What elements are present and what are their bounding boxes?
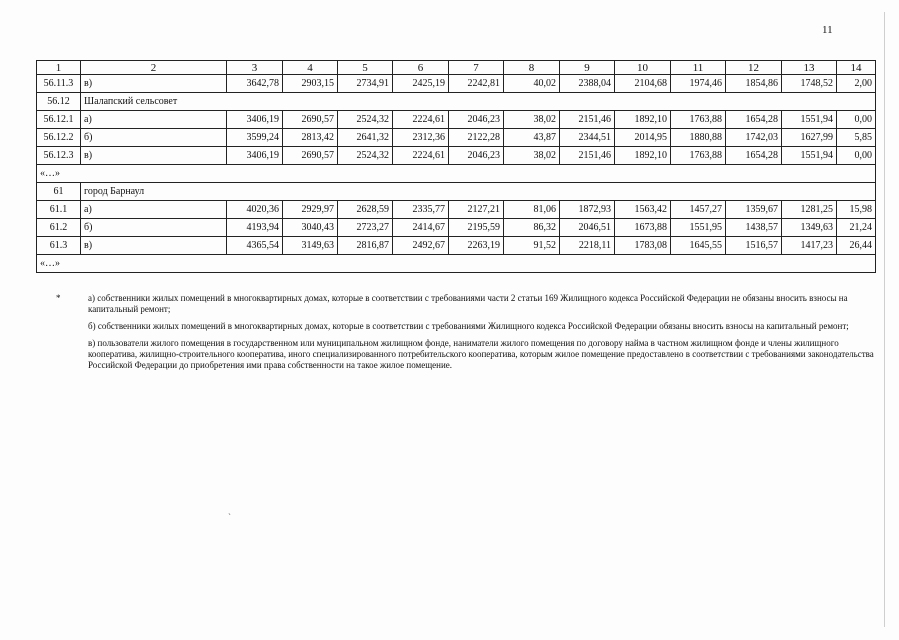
row-code: 61.2 xyxy=(37,219,81,237)
value-cell: 3040,43 xyxy=(283,219,338,237)
tariff-table xyxy=(36,60,876,273)
ellipsis: «…» xyxy=(37,165,876,183)
value-cell: 2,00 xyxy=(837,75,876,93)
table-row xyxy=(37,75,876,93)
section-title: город Барнаул xyxy=(81,183,876,201)
value-cell: 26,44 xyxy=(837,237,876,255)
value-cell: 1763,88 xyxy=(671,147,726,165)
column-header: 4 xyxy=(283,61,338,75)
section-title: Шалапский сельсовет xyxy=(81,93,876,111)
value-cell: 81,06 xyxy=(504,201,560,219)
value-cell: 1783,08 xyxy=(615,237,671,255)
value-cell: 1627,99 xyxy=(782,129,837,147)
value-cell: 38,02 xyxy=(504,147,560,165)
value-cell: 2492,67 xyxy=(393,237,449,255)
value-cell: 2723,27 xyxy=(338,219,393,237)
value-cell: 1742,03 xyxy=(726,129,782,147)
value-cell: 2690,57 xyxy=(283,111,338,129)
value-cell: 2151,46 xyxy=(560,147,615,165)
value-cell: 1854,86 xyxy=(726,75,782,93)
value-cell: 1974,46 xyxy=(671,75,726,93)
column-header: 1 xyxy=(37,61,81,75)
value-cell: 2734,91 xyxy=(338,75,393,93)
value-cell: 1645,55 xyxy=(671,237,726,255)
row-code: 56.12.3 xyxy=(37,147,81,165)
row-category: а) xyxy=(81,111,227,129)
value-cell: 1872,93 xyxy=(560,201,615,219)
row-code: 61.1 xyxy=(37,201,81,219)
value-cell: 3642,78 xyxy=(227,75,283,93)
value-cell: 1763,88 xyxy=(671,111,726,129)
footnote-a: а) собственники жилых помещений в многоквартирных домах, которые в соответствии с требованиями части 2 статьи 169 Жилищного кодекса Российской Федерации не обязаны вносить взносы на капитальный ремонт; xyxy=(88,293,848,314)
column-header: 10 xyxy=(615,61,671,75)
value-cell: 2335,77 xyxy=(393,201,449,219)
value-cell: 1654,28 xyxy=(726,111,782,129)
value-cell: 2263,19 xyxy=(449,237,504,255)
value-cell: 2127,21 xyxy=(449,201,504,219)
value-cell: 1673,88 xyxy=(615,219,671,237)
value-cell: 43,87 xyxy=(504,129,560,147)
value-cell: 2690,57 xyxy=(283,147,338,165)
table-row xyxy=(37,111,876,129)
section-code: 56.12 xyxy=(37,93,81,111)
value-cell: 0,00 xyxy=(837,147,876,165)
column-header: 6 xyxy=(393,61,449,75)
row-code: 56.11.3 xyxy=(37,75,81,93)
table-row xyxy=(37,237,876,255)
row-code: 61.3 xyxy=(37,237,81,255)
value-cell: 3406,19 xyxy=(227,147,283,165)
row-category: в) xyxy=(81,237,227,255)
value-cell: 40,02 xyxy=(504,75,560,93)
value-cell: 2524,32 xyxy=(338,111,393,129)
scan-edge-line xyxy=(884,12,885,627)
value-cell: 2903,15 xyxy=(283,75,338,93)
ellipsis: «…» xyxy=(37,255,876,273)
value-cell: 2218,11 xyxy=(560,237,615,255)
value-cell: 15,98 xyxy=(837,201,876,219)
footnote-b: б) собственники жилых помещений в многоквартирных домах, которые в соответствии с требованиями Жилищного кодекса Российской Федерации обязаны вносить взносы на капитальный ремонт; xyxy=(88,321,849,331)
value-cell: 1892,10 xyxy=(615,147,671,165)
value-cell: 2014,95 xyxy=(615,129,671,147)
table-row xyxy=(37,219,876,237)
ellipsis-row xyxy=(37,255,876,273)
column-header: 11 xyxy=(671,61,726,75)
value-cell: 4020,36 xyxy=(227,201,283,219)
stray-mark: ` xyxy=(228,512,231,522)
column-header: 3 xyxy=(227,61,283,75)
value-cell: 1551,94 xyxy=(782,147,837,165)
value-cell: 4365,54 xyxy=(227,237,283,255)
value-cell: 3406,19 xyxy=(227,111,283,129)
column-header: 2 xyxy=(81,61,227,75)
table-row xyxy=(37,129,876,147)
value-cell: 2524,32 xyxy=(338,147,393,165)
value-cell: 2224,61 xyxy=(393,111,449,129)
value-cell: 1281,25 xyxy=(782,201,837,219)
value-cell: 2628,59 xyxy=(338,201,393,219)
value-cell: 1880,88 xyxy=(671,129,726,147)
value-cell: 2641,32 xyxy=(338,129,393,147)
row-category: в) xyxy=(81,147,227,165)
row-category: а) xyxy=(81,201,227,219)
value-cell: 1748,52 xyxy=(782,75,837,93)
value-cell: 4193,94 xyxy=(227,219,283,237)
section-row xyxy=(37,93,876,111)
page-number: 11 xyxy=(822,24,833,36)
value-cell: 5,85 xyxy=(837,129,876,147)
ellipsis-row xyxy=(37,165,876,183)
value-cell: 2046,51 xyxy=(560,219,615,237)
section-row xyxy=(37,183,876,201)
value-cell: 2046,23 xyxy=(449,111,504,129)
value-cell: 2151,46 xyxy=(560,111,615,129)
footnote-c: в) пользователи жилого помещения в государственном или муниципальном жилищном фонде, наниматели жилого помещения по договору найма в частном жилищном фонде и члены жилищного кооператива, жилищно-строительного кооператива, иного специализированного потребительского кооператива, которым жилое помещение предоставлено в соответствии с требованиями законодательства Российской Федерации до приобретения ими права собственности на такое жилое помещение. xyxy=(88,338,874,370)
value-cell: 0,00 xyxy=(837,111,876,129)
value-cell: 2312,36 xyxy=(393,129,449,147)
value-cell: 1457,27 xyxy=(671,201,726,219)
row-code: 56.12.1 xyxy=(37,111,81,129)
column-header: 13 xyxy=(782,61,837,75)
value-cell: 1563,42 xyxy=(615,201,671,219)
value-cell: 1654,28 xyxy=(726,147,782,165)
value-cell: 2224,61 xyxy=(393,147,449,165)
row-category: б) xyxy=(81,219,227,237)
value-cell: 2122,28 xyxy=(449,129,504,147)
table-row xyxy=(37,147,876,165)
value-cell: 21,24 xyxy=(837,219,876,237)
value-cell: 1551,95 xyxy=(671,219,726,237)
value-cell: 86,32 xyxy=(504,219,560,237)
row-code: 56.12.2 xyxy=(37,129,81,147)
footnotes xyxy=(88,293,876,377)
value-cell: 1359,67 xyxy=(726,201,782,219)
header-row xyxy=(37,61,876,75)
value-cell: 2344,51 xyxy=(560,129,615,147)
value-cell: 38,02 xyxy=(504,111,560,129)
value-cell: 1349,63 xyxy=(782,219,837,237)
value-cell: 2414,67 xyxy=(393,219,449,237)
value-cell: 1516,57 xyxy=(726,237,782,255)
value-cell: 91,52 xyxy=(504,237,560,255)
value-cell: 2242,81 xyxy=(449,75,504,93)
value-cell: 2046,23 xyxy=(449,147,504,165)
column-header: 7 xyxy=(449,61,504,75)
table-row xyxy=(37,201,876,219)
column-header: 8 xyxy=(504,61,560,75)
value-cell: 2813,42 xyxy=(283,129,338,147)
value-cell: 2425,19 xyxy=(393,75,449,93)
value-cell: 1551,94 xyxy=(782,111,837,129)
row-category: в) xyxy=(81,75,227,93)
column-header: 12 xyxy=(726,61,782,75)
value-cell: 1417,23 xyxy=(782,237,837,255)
column-header: 9 xyxy=(560,61,615,75)
column-header: 5 xyxy=(338,61,393,75)
value-cell: 1438,57 xyxy=(726,219,782,237)
footnote-marker: * xyxy=(56,293,61,303)
row-category: б) xyxy=(81,129,227,147)
value-cell: 2388,04 xyxy=(560,75,615,93)
value-cell: 2929,97 xyxy=(283,201,338,219)
section-code: 61 xyxy=(37,183,81,201)
value-cell: 2104,68 xyxy=(615,75,671,93)
value-cell: 3149,63 xyxy=(283,237,338,255)
value-cell: 2816,87 xyxy=(338,237,393,255)
value-cell: 2195,59 xyxy=(449,219,504,237)
column-header: 14 xyxy=(837,61,876,75)
value-cell: 1892,10 xyxy=(615,111,671,129)
value-cell: 3599,24 xyxy=(227,129,283,147)
